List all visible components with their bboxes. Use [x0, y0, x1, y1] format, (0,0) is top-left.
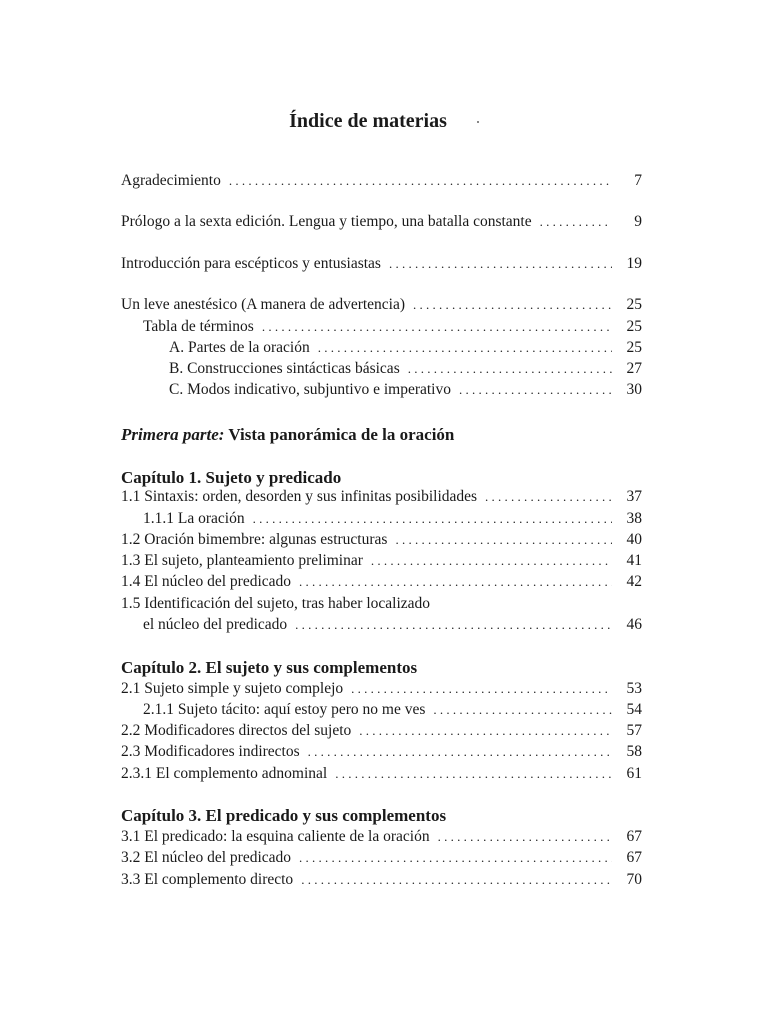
dot-leader	[335, 766, 612, 782]
toc-entry-page: 54	[626, 701, 642, 718]
dot-leader	[389, 256, 612, 272]
toc-entry-label: C. Modos indicativo, subjuntivo e imperativo	[169, 381, 451, 398]
toc-entry-modos[interactable]	[121, 381, 642, 403]
dot-leader	[485, 489, 612, 505]
toc-entry-page: 27	[626, 360, 642, 377]
dot-leader	[262, 319, 612, 335]
toc-entry-1-3[interactable]	[121, 552, 642, 574]
toc-entry-2-2[interactable]	[121, 722, 642, 744]
dot-leader	[229, 173, 612, 189]
toc-entry-label: 3.2 El núcleo del predicado	[121, 849, 292, 866]
toc-entry-introduccion[interactable]	[121, 255, 642, 277]
toc-entry-label: A. Partes de la oración	[169, 339, 310, 356]
dot-leader	[540, 214, 612, 230]
chapter-heading[interactable]: Capítulo 1. Sujeto y predicado	[121, 468, 342, 487]
toc-entry-1-1-1[interactable]	[121, 510, 642, 532]
toc-entry-page: 30	[626, 381, 642, 398]
toc-entry-label: 1.1 Sintaxis: orden, desorden y sus infinitas posibilidades	[121, 488, 478, 505]
dot-leader	[299, 850, 612, 866]
toc-entry-construcciones[interactable]	[121, 360, 642, 382]
toc-entry-1-5-cont[interactable]	[121, 616, 642, 638]
toc-entry-page: 46	[626, 616, 642, 633]
toc-entry-page: 38	[626, 510, 642, 527]
toc-entry-page: 25	[626, 296, 642, 313]
toc-entry-label: Un leve anestésico (A manera de advertencia)	[121, 296, 406, 313]
part-heading	[121, 425, 454, 445]
toc-entry-label: 3.1 El predicado: la esquina caliente de la oración	[121, 828, 430, 845]
toc-entry-1-2[interactable]	[121, 531, 642, 553]
toc-entry-page: 67	[626, 828, 642, 845]
toc-entry-2-1-1[interactable]	[121, 701, 642, 723]
dot-leader	[371, 553, 612, 569]
dot-leader	[301, 872, 612, 888]
toc-entry-2-3-1[interactable]	[121, 765, 642, 787]
toc-entry-tabla-terminos[interactable]	[121, 318, 642, 340]
dot-leader	[359, 723, 612, 739]
dot-leader	[308, 744, 612, 760]
toc-entry-prologo[interactable]	[121, 213, 642, 235]
toc-entry-1-5[interactable]: 1.5 Identificación del sujeto, tras haber localizado	[121, 595, 431, 612]
dot-leader	[438, 829, 612, 845]
toc-entry-anestesico[interactable]	[121, 296, 642, 318]
chapter-heading[interactable]: Capítulo 3. El predicado y sus complementos	[121, 806, 447, 825]
toc-entry-page: 25	[626, 339, 642, 356]
toc-entry-label: Tabla de términos	[143, 318, 254, 335]
toc-entry-page: 40	[626, 531, 642, 548]
toc-entry-label: el núcleo del predicado	[143, 616, 288, 633]
dot-leader	[299, 574, 612, 590]
toc-entry-page: 19	[626, 255, 642, 272]
toc-entry-label: 2.3.1 El complemento adnominal	[121, 765, 328, 782]
chapter-heading[interactable]: Capítulo 2. El sujeto y sus complementos	[121, 658, 418, 677]
toc-entry-2-1[interactable]	[121, 680, 642, 702]
dot-leader	[351, 681, 612, 697]
toc-entry-label: 1.1.1 La oración	[143, 510, 245, 527]
part-label: Primera parte:	[121, 425, 225, 444]
toc-entry-page: 25	[626, 318, 642, 335]
toc-entry-page: 9	[634, 213, 642, 230]
toc-entry-page: 67	[626, 849, 642, 866]
toc-entry-label: 1.2 Oración bimembre: algunas estructuras	[121, 531, 388, 548]
dot-leader	[433, 702, 612, 718]
scan-speck	[477, 121, 479, 123]
dot-leader	[318, 340, 612, 356]
toc-entry-page: 58	[626, 743, 642, 760]
toc-entry-label: Agradecimiento	[121, 172, 221, 189]
toc-entry-page: 37	[626, 488, 642, 505]
part-title: Vista panorámica de la oración	[228, 425, 455, 444]
toc-entry-page: 61	[626, 765, 642, 782]
toc-entry-page: 53	[626, 680, 642, 697]
toc-entry-3-3[interactable]	[121, 871, 642, 893]
dot-leader	[459, 382, 612, 398]
toc-entry-label: 2.3 Modificadores indirectos	[121, 743, 300, 760]
toc-entry-label: 1.4 El núcleo del predicado	[121, 573, 292, 590]
page-title: Índice de materias	[0, 110, 768, 133]
toc-entry-label: Prólogo a la sexta edición. Lengua y tiempo, una batalla constante	[121, 213, 532, 230]
dot-leader	[395, 532, 612, 548]
toc-entry-1-4[interactable]	[121, 573, 642, 595]
dot-leader	[295, 617, 612, 633]
toc-entry-page: 70	[626, 871, 642, 888]
toc-entry-3-2[interactable]	[121, 849, 642, 871]
toc-entry-page: 42	[626, 573, 642, 590]
toc-entry-3-1[interactable]	[121, 828, 642, 850]
toc-entry-page: 7	[634, 172, 642, 189]
toc-entry-1-1[interactable]	[121, 488, 642, 510]
toc-entry-page: 57	[626, 722, 642, 739]
toc-entry-page: 41	[626, 552, 642, 569]
toc-entry-label: 2.2 Modificadores directos del sujeto	[121, 722, 352, 739]
toc-entry-label: 3.3 El complemento directo	[121, 871, 294, 888]
toc-entry-2-3[interactable]	[121, 743, 642, 765]
toc-entry-partes-oracion[interactable]	[121, 339, 642, 361]
toc-entry-agradecimiento[interactable]	[121, 172, 642, 194]
dot-leader	[253, 511, 612, 527]
toc-entry-label: B. Construcciones sintácticas básicas	[169, 360, 400, 377]
toc-entry-label: 2.1 Sujeto simple y sujeto complejo	[121, 680, 344, 697]
toc-entry-label: Introducción para escépticos y entusiastas	[121, 255, 381, 272]
toc-entry-label: 1.3 El sujeto, planteamiento preliminar	[121, 552, 363, 569]
dot-leader	[413, 297, 612, 313]
toc-entry-label: 2.1.1 Sujeto tácito: aquí estoy pero no me ves	[143, 701, 426, 718]
dot-leader	[408, 361, 612, 377]
